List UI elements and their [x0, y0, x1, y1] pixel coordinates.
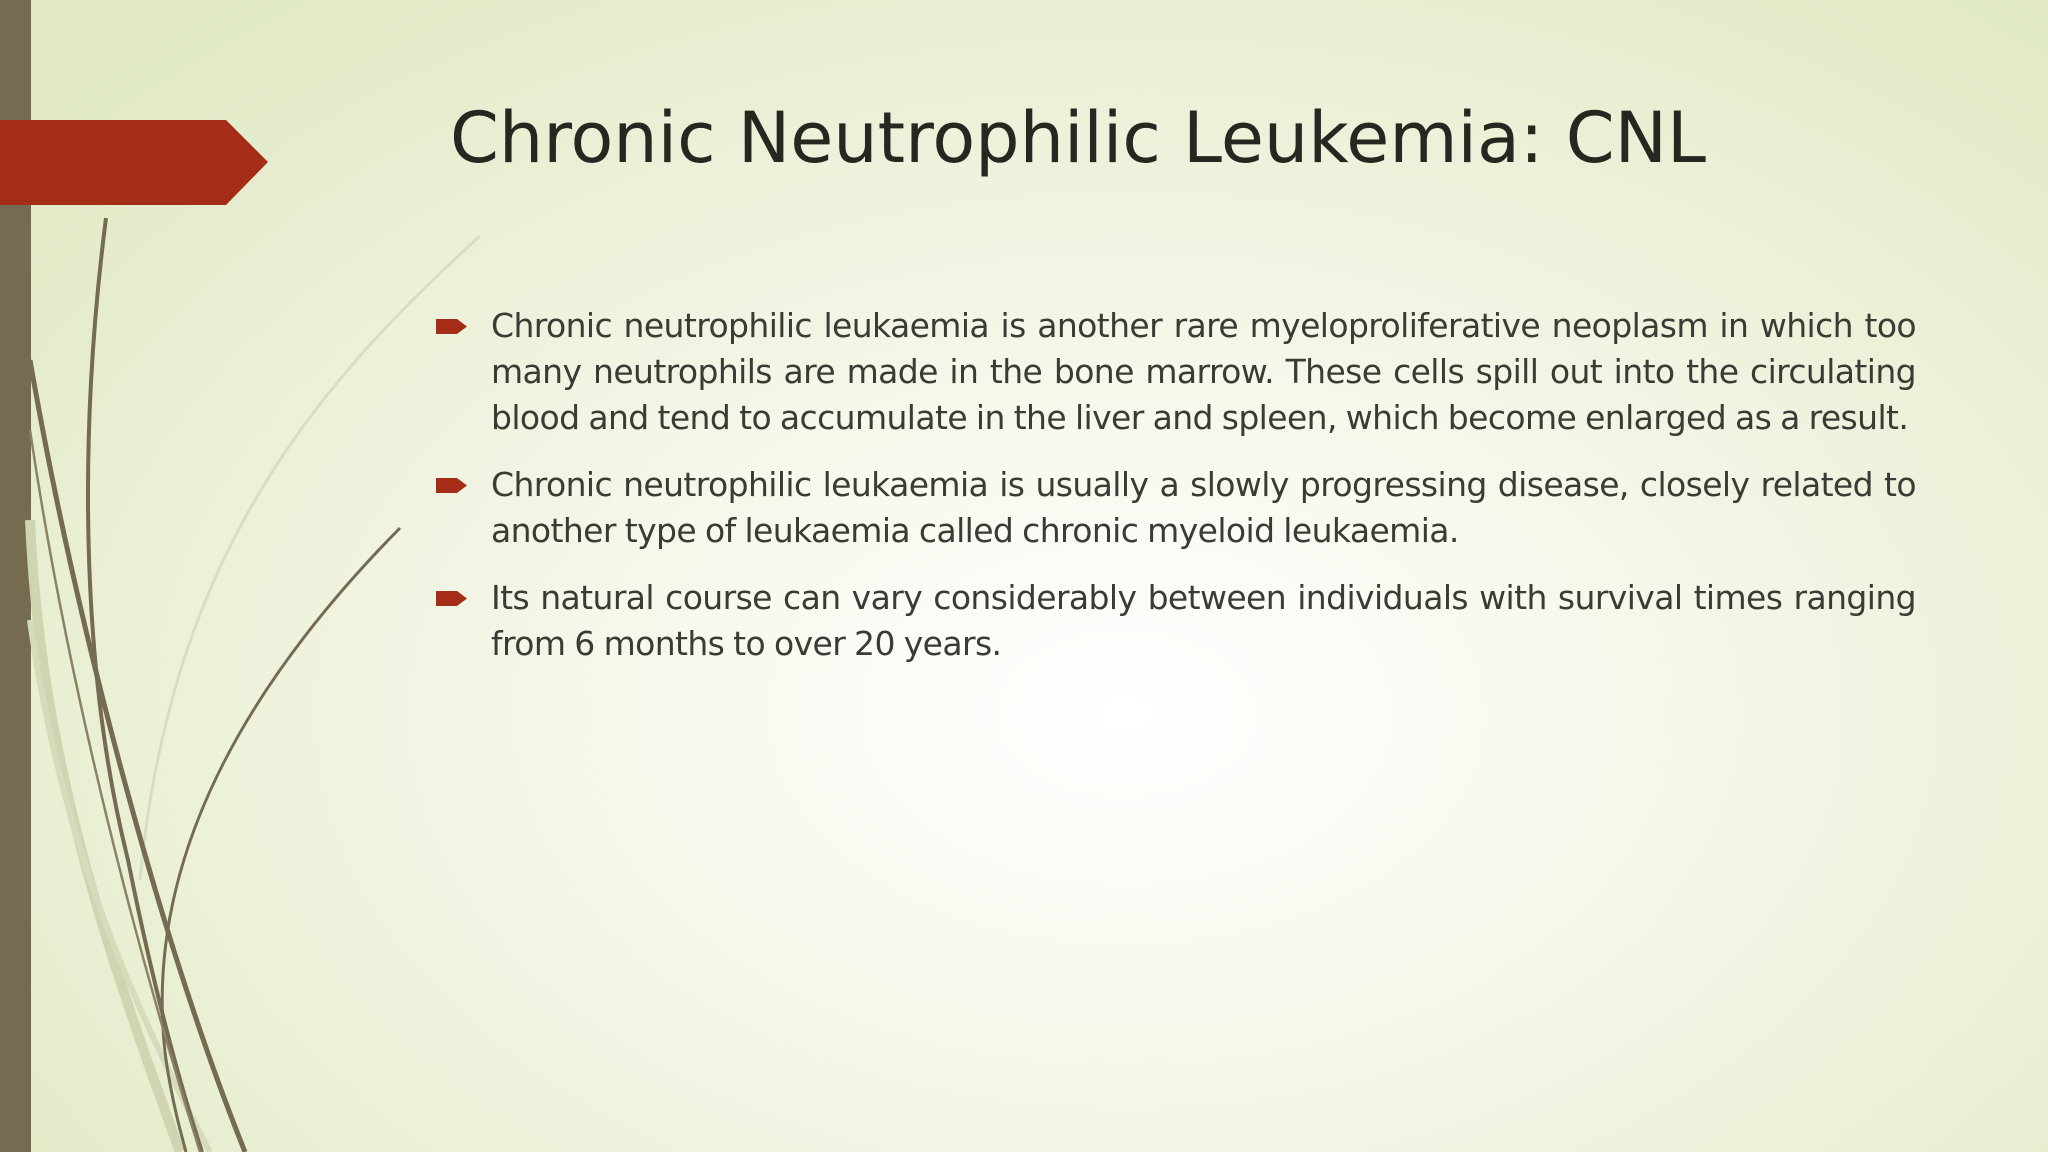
- bullet-item: [432, 575, 1916, 667]
- pale-curve-1: [30, 520, 180, 1152]
- arrow-bullet-icon: [436, 318, 468, 335]
- arrow-bullet-icon: [436, 590, 468, 607]
- bullet-list: [432, 303, 1916, 688]
- pale-curve-3: [140, 236, 480, 880]
- slide-title: Chronic Neutrophilic Leukemia: CNL: [450, 97, 1706, 179]
- red-banner-arrow: [0, 120, 268, 205]
- bullet-text: Its natural course can vary considerably between individuals with survival times ranging from 6 months to over 20 years.: [491, 578, 1916, 663]
- bullet-item: [432, 462, 1916, 554]
- pale-curve-2: [30, 620, 210, 1152]
- bullet-text: Chronic neutrophilic leukaemia is another rare myeloproliferative neoplasm in which too many neutrophils are made in the bone marrow. These cells spill out into the circulating blood and tend to accumulate in the liver and spleen, which become enlarged as a result.: [491, 306, 1916, 437]
- arrow-bullet-icon: [436, 477, 468, 494]
- bullet-item: [432, 303, 1916, 441]
- bullet-text: Chronic neutrophilic leukaemia is usually a slowly progressing disease, closely related to another type of leukaemia called chronic myeloid leukaemia.: [491, 465, 1916, 550]
